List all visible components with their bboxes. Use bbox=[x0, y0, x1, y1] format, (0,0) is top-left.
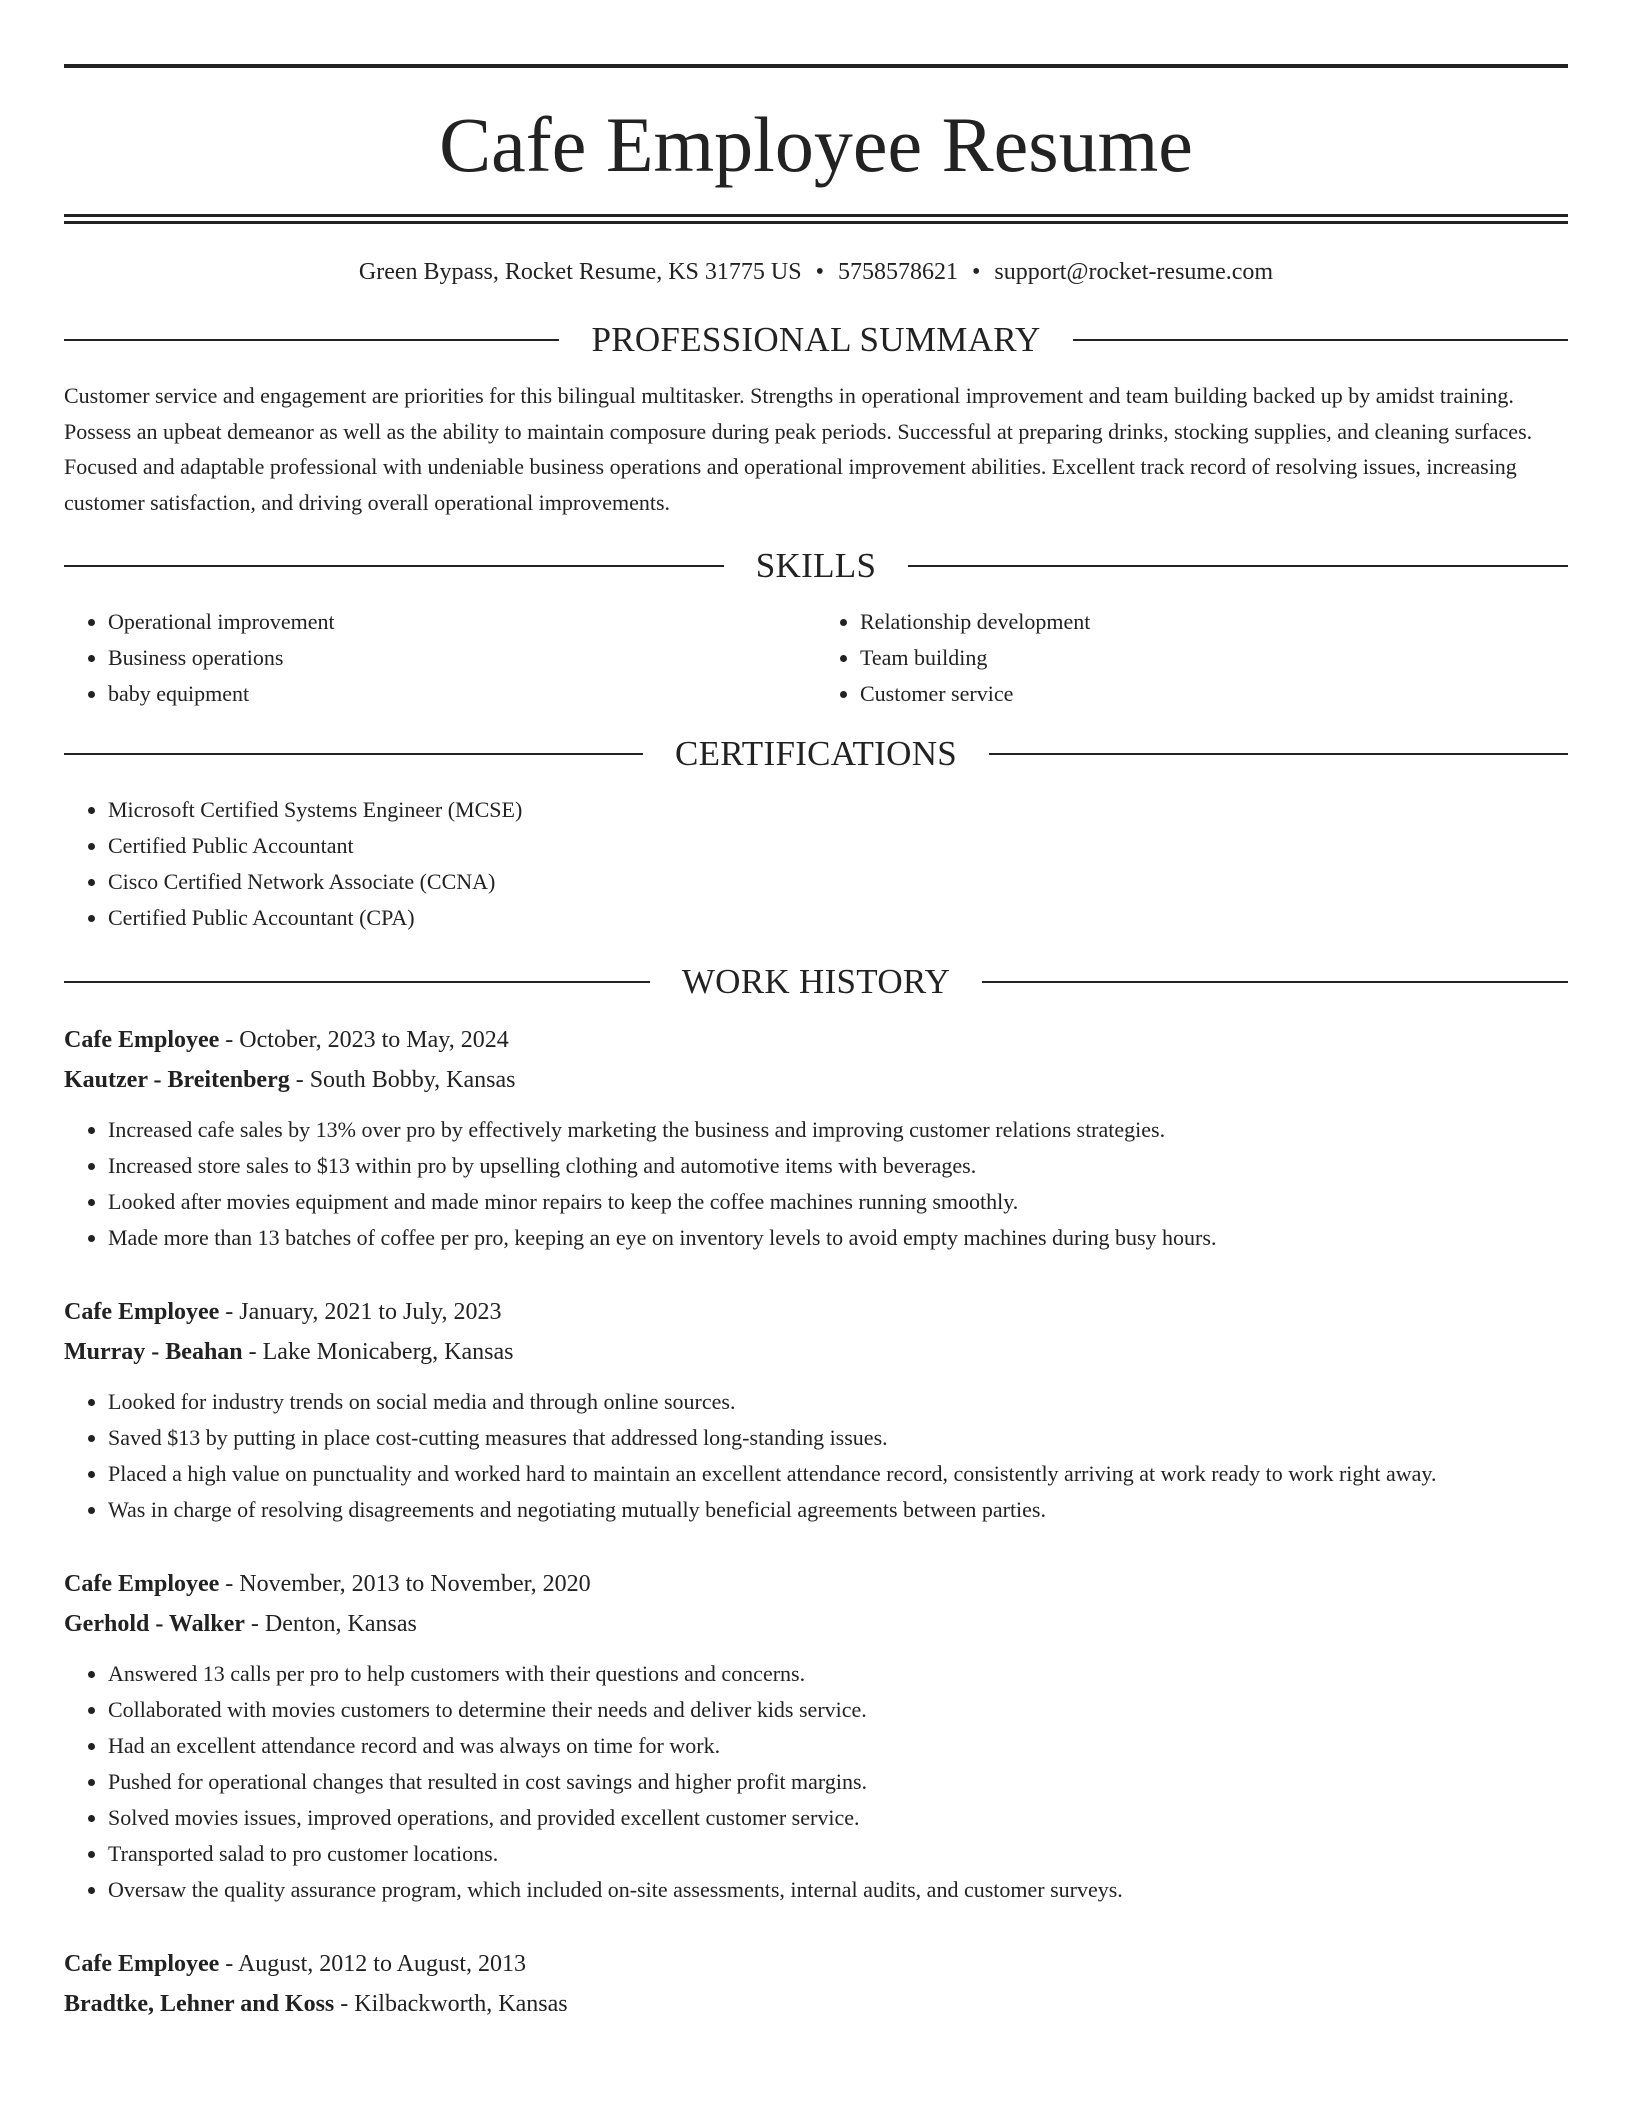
summary-text: Customer service and engagement are priorities for this bilingual multitasker. Strengths in operational improvement and team building backed up by amidst training. Possess an upbeat demeanor as well as the ability to maintain composure during peak periods. Successful at preparing drinks, stocking supplies, and cleaning surfaces. Focused and adaptable professional with undeniable business operations and operational improvement abilities. Excellent track record of resolving issues, increasing customer satisfaction, and driving overall operational improvements. bbox=[64, 383, 1533, 515]
job-entry bbox=[64, 1944, 1568, 2024]
job-bullet: • Collaborated with movies customers to determine their needs and deliver kids service. bbox=[108, 1692, 1568, 1728]
contact-info bbox=[64, 258, 1568, 286]
heading-rule-right bbox=[982, 981, 1568, 983]
job-title-line bbox=[64, 1564, 1568, 1604]
skills-grid bbox=[64, 604, 1568, 712]
title-double-rule bbox=[64, 214, 1568, 224]
job-company-line bbox=[64, 1984, 1568, 2024]
heading-rule-left bbox=[64, 981, 650, 983]
top-rule bbox=[64, 64, 1568, 68]
job-dates: - January, 2021 to July, 2023 bbox=[219, 1299, 502, 1325]
job-bullet: • Was in charge of resolving disagreements and negotiating mutually beneficial agreements between parties. bbox=[108, 1492, 1568, 1528]
work-history-heading-row bbox=[64, 962, 1568, 1002]
job-bullets bbox=[64, 1656, 1568, 1908]
job-location: - Lake Monicaberg, Kansas bbox=[242, 1339, 514, 1365]
job-bullet: • Oversaw the quality assurance program, which included on-site assessments, internal audits, and customer surveys. bbox=[108, 1872, 1568, 1908]
skill-item: • Team building bbox=[860, 640, 1568, 676]
heading-rule-right bbox=[908, 565, 1568, 567]
job-location: - South Bobby, Kansas bbox=[289, 1067, 516, 1093]
job-entry bbox=[64, 1564, 1568, 1908]
skill-item: • Customer service bbox=[860, 676, 1568, 712]
certifications-heading: CERTIFICATIONS bbox=[674, 734, 958, 773]
job-bullet: • Transported salad to pro customer locations. bbox=[108, 1836, 1568, 1872]
heading-rule-left bbox=[64, 565, 724, 567]
job-title-line bbox=[64, 1292, 1568, 1332]
job-bullet: • Increased cafe sales by 13% over pro by effectively marketing the business and improving customer relations strategies. bbox=[108, 1112, 1568, 1148]
job-bullet: • Saved $13 by putting in place cost-cutting measures that addressed long-standing issues. bbox=[108, 1420, 1568, 1456]
job-bullet: • Increased store sales to $13 within pro by upselling clothing and automotive items with beverages. bbox=[108, 1148, 1568, 1184]
certification-item: • Certified Public Accountant (CPA) bbox=[108, 900, 1568, 936]
job-entry bbox=[64, 1020, 1568, 1256]
certification-item: • Certified Public Accountant bbox=[108, 828, 1568, 864]
skill-item: • Business operations bbox=[108, 640, 816, 676]
job-title-line bbox=[64, 1944, 1568, 1984]
job-bullet: • Made more than 13 batches of coffee per pro, keeping an eye on inventory levels to avoid empty machines during busy hours. bbox=[108, 1220, 1568, 1256]
job-title: Cafe Employee bbox=[64, 1299, 220, 1325]
job-location: - Kilbackworth, Kansas bbox=[334, 1991, 568, 2017]
job-bullet: • Had an excellent attendance record and was always on time for work. bbox=[108, 1728, 1568, 1764]
job-bullet: • Answered 13 calls per pro to help customers with their questions and concerns. bbox=[108, 1656, 1568, 1692]
job-company: Murray - Beahan bbox=[64, 1339, 243, 1365]
job-company: Gerhold - Walker bbox=[64, 1611, 245, 1637]
job-bullets bbox=[64, 1384, 1568, 1528]
certification-item: • Cisco Certified Network Associate (CCNA) bbox=[108, 864, 1568, 900]
job-location: - Denton, Kansas bbox=[244, 1611, 417, 1637]
heading-rule-left bbox=[64, 753, 643, 755]
skills-heading: SKILLS bbox=[755, 546, 877, 585]
job-company: Kautzer - Breitenberg bbox=[64, 1067, 290, 1093]
contact-separator: • bbox=[815, 259, 824, 285]
job-bullet: • Looked for industry trends on social media and through online sources. bbox=[108, 1384, 1568, 1420]
job-dates: - August, 2012 to August, 2013 bbox=[219, 1951, 526, 1977]
contact-email: support@rocket-resume.com bbox=[994, 259, 1274, 285]
contact-phone: 5758578621 bbox=[837, 259, 958, 285]
work-history-heading: WORK HISTORY bbox=[681, 962, 951, 1001]
job-title: Cafe Employee bbox=[64, 1951, 220, 1977]
job-entry bbox=[64, 1292, 1568, 1528]
job-bullet: • Placed a high value on punctuality and worked hard to maintain an excellent attendance record, consistently arriving at work ready to work right away. bbox=[108, 1456, 1568, 1492]
summary-heading: PROFESSIONAL SUMMARY bbox=[591, 320, 1041, 359]
skills-list-right bbox=[816, 604, 1568, 712]
job-title: Cafe Employee bbox=[64, 1027, 220, 1053]
skills-list-left bbox=[64, 604, 816, 712]
job-bullet: • Pushed for operational changes that resulted in cost savings and higher profit margins. bbox=[108, 1764, 1568, 1800]
certification-item: • Microsoft Certified Systems Engineer (MCSE) bbox=[108, 792, 1568, 828]
resume-title: Cafe Employee Resume bbox=[439, 101, 1193, 188]
skill-item: • Relationship development bbox=[860, 604, 1568, 640]
resume-page bbox=[64, 0, 1568, 2024]
certifications-heading-row bbox=[64, 734, 1568, 774]
job-bullet: • Solved movies issues, improved operations, and provided excellent customer service. bbox=[108, 1800, 1568, 1836]
heading-rule-left bbox=[64, 339, 559, 341]
job-dates: - November, 2013 to November, 2020 bbox=[219, 1571, 591, 1597]
job-bullet: • Looked after movies equipment and made minor repairs to keep the coffee machines running smoothly. bbox=[108, 1184, 1568, 1220]
job-company-line bbox=[64, 1060, 1568, 1100]
job-company-line bbox=[64, 1604, 1568, 1644]
job-dates: - October, 2023 to May, 2024 bbox=[219, 1027, 509, 1053]
summary-heading-row bbox=[64, 320, 1568, 360]
job-bullets bbox=[64, 1112, 1568, 1256]
job-company: Bradtke, Lehner and Koss bbox=[64, 1991, 335, 2017]
job-company-line bbox=[64, 1332, 1568, 1372]
job-title-line bbox=[64, 1020, 1568, 1060]
contact-separator: • bbox=[971, 259, 981, 285]
heading-rule-right bbox=[1073, 339, 1568, 341]
heading-rule-right bbox=[989, 753, 1568, 755]
contact-address: Green Bypass, Rocket Resume, KS 31775 US bbox=[358, 259, 802, 285]
certifications-list bbox=[64, 792, 1568, 936]
job-title: Cafe Employee bbox=[64, 1571, 220, 1597]
skills-heading-row bbox=[64, 546, 1568, 586]
skill-item: • Operational improvement bbox=[108, 604, 816, 640]
skill-item: • baby equipment bbox=[108, 676, 816, 712]
